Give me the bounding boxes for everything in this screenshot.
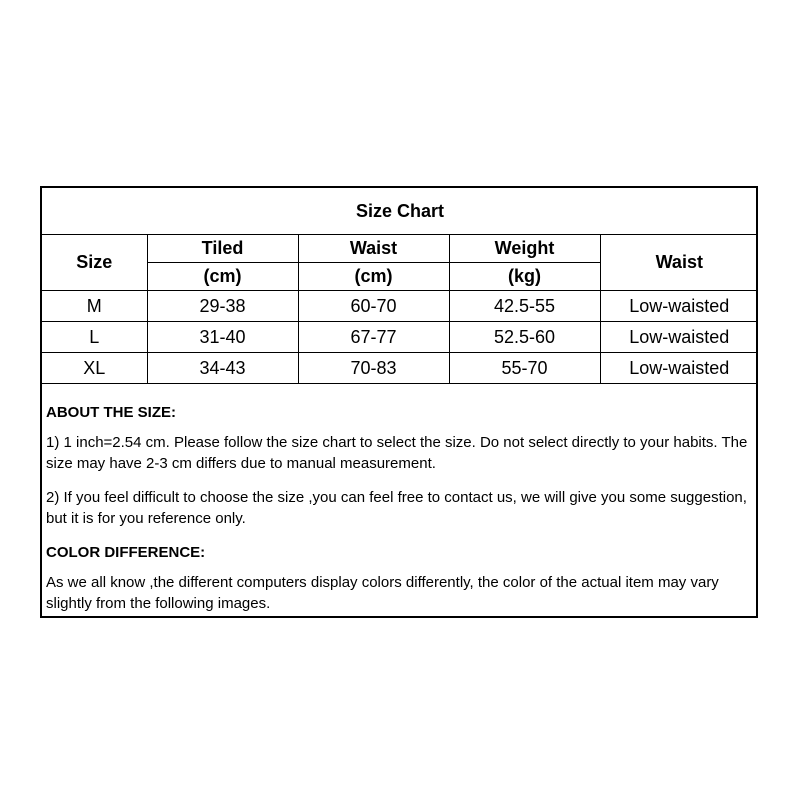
cell-tiled: 31-40 [147, 322, 298, 353]
cell-size: XL [42, 353, 147, 384]
header-weight: Weight [449, 235, 600, 263]
header-weight-unit: (kg) [449, 263, 600, 291]
cell-waist-type: Low-waisted [600, 322, 758, 353]
cell-weight: 55-70 [449, 353, 600, 384]
cell-size: L [42, 322, 147, 353]
about-size-note-1: 1) 1 inch=2.54 cm. Please follow the size chart to select the size. Do not select directly to your habits. The size may have 2-3 cm differs due to manual measurement. [46, 434, 748, 472]
color-difference-note: As we all know ,the different computers display colors differently, the color of the actual item may vary slightly from the following images. [46, 574, 719, 612]
size-notes [46, 402, 754, 614]
header-waist: Waist [298, 235, 449, 263]
cell-waist: 70-83 [298, 353, 449, 384]
table-row [42, 291, 758, 322]
size-chart-table [42, 188, 758, 384]
size-chart-panel [40, 186, 758, 618]
header-tiled: Tiled [147, 235, 298, 263]
cell-weight: 52.5-60 [449, 322, 600, 353]
cell-waist-type: Low-waisted [600, 291, 758, 322]
cell-waist: 60-70 [298, 291, 449, 322]
about-size-note-2: 2) If you feel difficult to choose the size ,you can feel free to contact us, we will give you some suggestion, but it is for you reference only. [46, 489, 747, 527]
color-difference-heading: COLOR DIFFERENCE: [46, 544, 206, 561]
cell-size: M [42, 291, 147, 322]
header-waist-unit: (cm) [298, 263, 449, 291]
cell-waist-type: Low-waisted [600, 353, 758, 384]
cell-weight: 42.5-55 [449, 291, 600, 322]
about-size-heading: ABOUT THE SIZE: [46, 404, 176, 421]
header-waist-type: Waist [600, 235, 758, 291]
header-tiled-unit: (cm) [147, 263, 298, 291]
cell-tiled: 29-38 [147, 291, 298, 322]
table-row [42, 322, 758, 353]
cell-waist: 67-77 [298, 322, 449, 353]
header-size: Size [42, 235, 147, 291]
table-row [42, 353, 758, 384]
table-title: Size Chart [42, 188, 758, 235]
cell-tiled: 34-43 [147, 353, 298, 384]
